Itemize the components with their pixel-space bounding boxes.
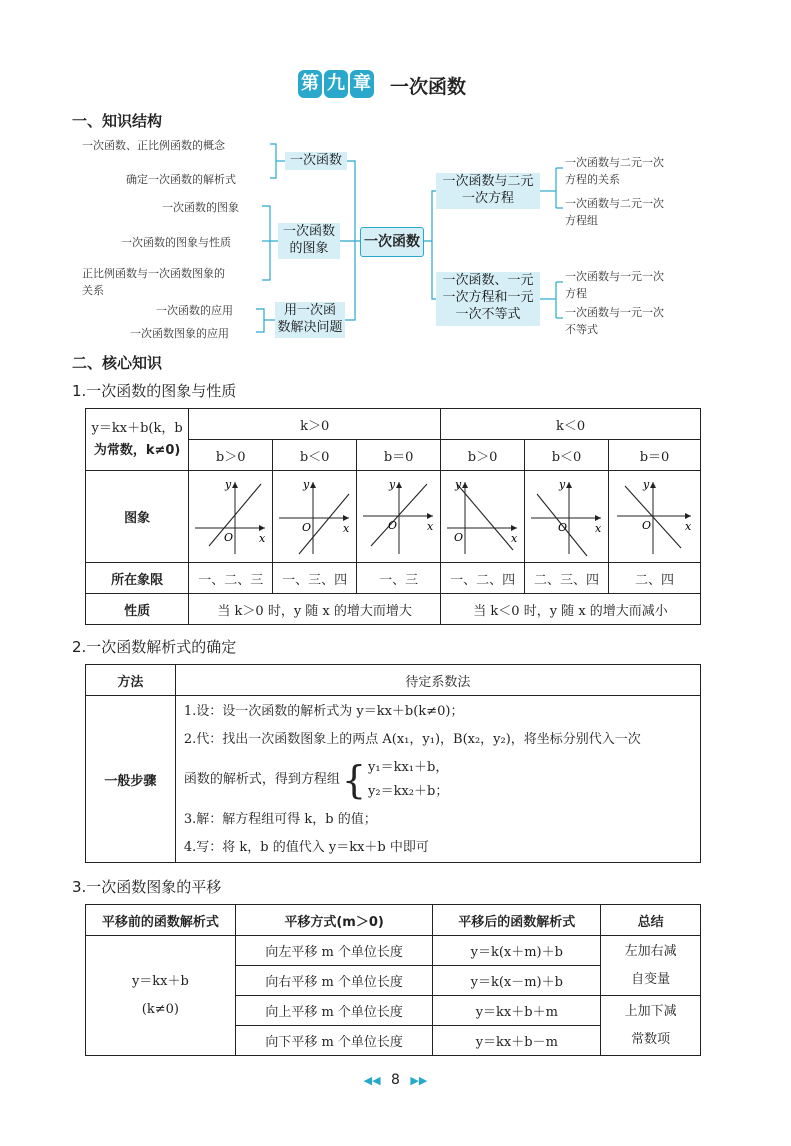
chapter-badge-char: 章 [350,70,374,98]
header-b: b＞0 [189,440,273,471]
graph-cell [273,471,357,563]
mindmap-node-label: 一次函数 [282,224,335,239]
table1-heading: 1.一次函数的图象与性质 [72,382,237,400]
x-arrow-icon [259,525,265,531]
header-b: b＝0 [609,440,701,471]
next-arrow-icon: ▶▶ [410,1074,428,1087]
quadrant-cell: 二、四 [609,563,701,594]
header-b: b＜0 [525,440,609,471]
mindmap-leaf: 关系 [82,284,104,297]
y-arrow-icon [232,482,238,488]
origin-label: O [223,530,233,544]
step-3: 3.解：解方程组可得 k，b 的值； [183,812,377,827]
original-expression [86,936,236,1056]
mindmap-connectors [0,0,791,360]
origin-label: O [301,520,311,534]
prev-arrow-icon: ◀◀ [363,1074,381,1087]
step-2: 2.代：找出一次函数图象上的两点 A(x₁，y₁)，B(x₂，y₂)，将坐标分别代入一次 [183,732,641,747]
quadrant-cell: 二、三、四 [525,563,609,594]
mindmap-leaf: 方程 [565,287,587,300]
mindmap-leaf: 正比例函数与一次函数图象的 [82,267,225,280]
header-original: 平移前的函数解析式 [86,905,236,936]
summary-vertical [601,996,701,1056]
summary-horizontal [601,936,701,996]
y-axis-label: y [388,477,395,491]
mindmap-leaf: 一次函数与一元一次 [565,270,664,283]
mindmap-leaf: 一次函数的图象与性质 [121,236,231,249]
mindmap-node-label: 用一次函 [283,303,336,318]
chapter-title: 一次函数 [390,76,467,98]
original-line: y＝kx＋b [131,973,189,989]
mindmap-node-linear-function [285,152,347,170]
property-k-negative: 当 k＜0 时，y 随 x 的增大而减小 [441,594,701,625]
mindmap-leaf: 一次函数的应用 [156,304,233,317]
mindmap-leaf: 一次函数的图象 [162,201,239,214]
header-undetermined-coefficients: 待定系数法 [175,665,700,696]
graph-cell [189,471,273,563]
mindmap-node-label: 一次方程 [461,191,514,206]
graph-cell [441,471,525,563]
step-2-text: 函数的解析式，得到方程组 [183,772,340,787]
mindmap-node-label: 一次函数 [289,153,342,168]
mindmap-leaf: 确定一次函数的解析式 [126,173,236,186]
table2-heading: 2.一次函数解析式的确定 [72,638,237,656]
mindmap-leaf: 方程的关系 [565,173,620,186]
translation-way: 向左平移 m 个单位长度 [235,936,433,966]
graph-cell [609,471,701,563]
header-b: b＝0 [357,440,441,471]
graph-cell [357,471,441,563]
brace-icon: { [341,758,367,802]
mindmap-node-application [275,302,345,338]
equation-1: y₁＝kx₁＋b， [368,760,449,775]
mindmap-leaf: 方程组 [565,214,598,227]
header-summary: 总结 [601,905,701,936]
graph-properties-table [85,408,701,625]
corner-line: 为常数，k≠0) [93,442,181,458]
header-result: 平移后的函数解析式 [433,905,601,936]
mindmap-leaf: 一次函数图象的应用 [130,327,229,340]
x-arrow-icon [427,513,433,519]
origin-label: O [557,520,567,534]
row-label-steps: 一般步骤 [86,696,176,863]
mindmap-leaf: 一次函数与一元一次 [565,306,664,319]
header-k-positive: k＞0 [189,409,441,440]
step-1: 1.设：设一次函数的解析式为 y＝kx＋b(k≠0)； [183,704,464,719]
mindmap-leaf: 一次函数、正比例函数的概念 [82,139,225,152]
mindmap-node-label: 的图象 [289,241,329,256]
y-axis-label: y [302,477,309,491]
x-arrow-icon [685,513,691,519]
origin-label: O [641,518,651,532]
equation-system [368,756,448,804]
table1-corner [86,409,189,471]
translation-result: y＝k(x＋m)＋b [433,936,601,966]
chapter-badge-char: 九 [324,70,348,98]
y-axis-label: y [642,477,649,491]
page-number [0,1072,791,1088]
summary-line: 左加右减 [624,943,677,959]
y-arrow-icon [310,482,316,488]
y-axis-label: y [224,477,231,491]
header-b: b＜0 [273,440,357,471]
x-axis-label: x [510,531,517,545]
translation-result: y＝kx＋b＋m [433,996,601,1026]
x-axis-label: x [342,521,349,535]
quadrant-cell: 一、三、四 [273,563,357,594]
expression-method-table [85,664,701,863]
section-heading-structure: 一、知识结构 [72,112,163,130]
original-line: (k≠0) [141,1001,179,1017]
x-arrow-icon [511,525,517,531]
translation-result: y＝kx＋b－m [433,1026,601,1056]
mindmap-node-binary-equation [436,173,540,209]
step-2-system [184,754,700,806]
origin-label: O [387,518,397,532]
x-arrow-icon [595,515,601,521]
y-axis-label: y [558,477,565,491]
mindmap-node-label: 一次函数与二元 [442,174,534,189]
steps-cell [175,696,700,863]
header-k-negative: k＜0 [441,409,701,440]
corner-line: y＝kx＋b(k，b [91,420,183,436]
mindmap-leaf: 一次函数与二元一次 [565,156,664,169]
x-axis-label: x [594,521,601,535]
x-axis-label: x [684,519,691,533]
mindmap-node-label: 一次不等式 [455,307,521,322]
quadrant-cell: 一、二、三 [189,563,273,594]
row-label-graph: 图象 [86,471,189,563]
page-number-text: 8 [391,1072,400,1088]
translation-table [85,904,701,1056]
header-b: b＞0 [441,440,525,471]
step-4: 4.写：将 k，b 的值代入 y＝kx＋b 中即可 [183,840,429,855]
translation-way: 向右平移 m 个单位长度 [235,966,433,996]
mindmap-center-node: 一次函数 [360,227,424,257]
row-label-quadrant: 所在象限 [86,563,189,594]
y-arrow-icon [462,482,468,488]
translation-way: 向下平移 m 个单位长度 [235,1026,433,1056]
origin-label: O [453,530,463,544]
mindmap-node-graph [278,223,340,259]
x-arrow-icon [343,515,349,521]
mindmap-leaf: 一次函数与二元一次 [565,197,664,210]
x-axis-label: x [426,519,433,533]
section-heading-core: 二、核心知识 [72,354,163,372]
header-method: 方法 [86,665,176,696]
header-way: 平移方式(m＞0) [235,905,433,936]
y-arrow-icon [650,482,656,488]
translation-way: 向上平移 m 个单位长度 [235,996,433,1026]
property-k-positive: 当 k＞0 时，y 随 x 的增大而增大 [189,594,441,625]
quadrant-cell: 一、三 [357,563,441,594]
x-axis-label: x [258,531,265,545]
summary-line: 自变量 [631,971,671,987]
mindmap-node-label: 一次方程和一元 [442,290,534,305]
y-arrow-icon [396,482,402,488]
mindmap-node-label: 数解决问题 [277,320,343,335]
summary-line: 常数项 [631,1031,671,1047]
mindmap-node-label: 一次函数、一元 [442,273,534,288]
mindmap-leaf: 不等式 [565,323,598,336]
translation-result: y＝k(x－m)＋b [433,966,601,996]
mindmap-node-unary-equation-inequality [436,272,540,326]
row-label-property: 性质 [86,594,189,625]
equation-2: y₂＝kx₂＋b； [368,784,449,799]
table3-heading: 3.一次函数图象的平移 [72,878,222,896]
summary-line: 上加下减 [624,1003,677,1019]
chapter-badge-char: 第 [298,70,322,98]
graph-cell [525,471,609,563]
y-axis-label: y [454,477,461,491]
quadrant-cell: 一、二、四 [441,563,525,594]
y-arrow-icon [566,482,572,488]
